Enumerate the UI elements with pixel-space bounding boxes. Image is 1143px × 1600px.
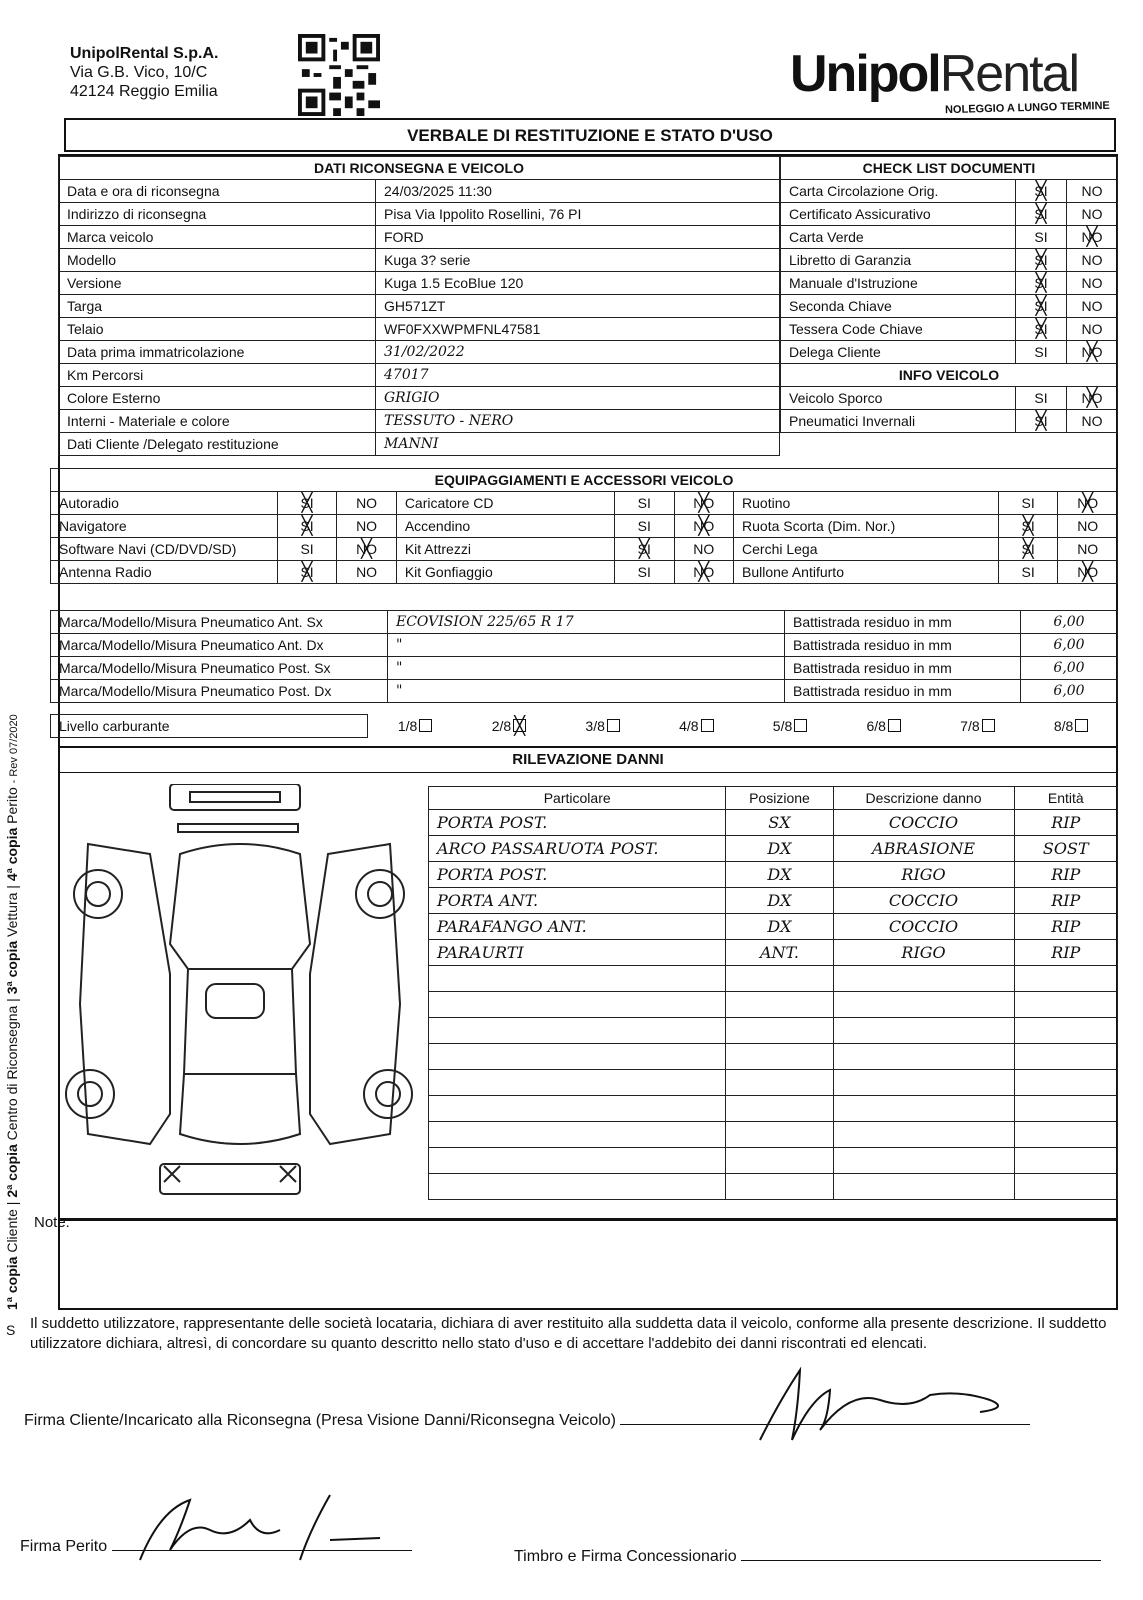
- company-name: UnipolRental S.p.A.: [70, 45, 219, 62]
- tyre-label: Marca/Modello/Misura Pneumatico Ant. Dx: [51, 634, 388, 657]
- unipolrental-logo: [790, 44, 1120, 117]
- logo-brand-left: Unipol: [790, 45, 940, 103]
- checklist-row: [781, 318, 1118, 341]
- damage-row: [429, 966, 1118, 992]
- damage-cell[interactable]: [833, 1148, 1014, 1174]
- fuel-level-8[interactable]: [1024, 715, 1118, 738]
- damage-cell[interactable]: SOST: [1014, 836, 1117, 862]
- dati-value[interactable]: GH571ZT: [376, 295, 780, 318]
- info-row: [781, 387, 1118, 410]
- damage-cell[interactable]: [833, 966, 1014, 992]
- dati-value[interactable]: 47017: [376, 364, 780, 387]
- copy2-target: Centro di Riconsegna |: [4, 998, 20, 1141]
- fuel-checkbox[interactable]: [794, 719, 807, 732]
- damage-cell[interactable]: COCCIO: [833, 914, 1014, 940]
- damage-row: [429, 1122, 1118, 1148]
- equipment-row: [51, 561, 1118, 584]
- info-veicolo-header: INFO VEICOLO: [781, 364, 1118, 387]
- equipment-si-1-2[interactable]: SI ╳: [998, 515, 1058, 538]
- damage-cell[interactable]: [1014, 1096, 1117, 1122]
- damage-cell[interactable]: [833, 1122, 1014, 1148]
- equipment-si-3-1[interactable]: SI: [615, 561, 675, 584]
- checklist-label: Seconda Chiave: [781, 295, 1016, 318]
- equipment-label: Caricatore CD: [396, 492, 614, 515]
- damage-cell[interactable]: PARAFANGO ANT.: [429, 914, 726, 940]
- tyre-row: [51, 611, 1118, 634]
- logo-brand-right: Rental: [939, 45, 1079, 103]
- equipment-header: EQUIPAGGIAMENTI E ACCESSORI VEICOLO: [51, 469, 1118, 492]
- checklist-si-5[interactable]: SI ╳: [1016, 295, 1067, 318]
- tyre-row: [51, 657, 1118, 680]
- dati-value[interactable]: MANNI: [376, 433, 780, 456]
- fuel-level-label: 7/8: [960, 718, 980, 734]
- damage-row: [429, 992, 1118, 1018]
- fuel-checkbox[interactable]: [701, 719, 714, 732]
- equipment-no-0-2[interactable]: NO ╳: [1058, 492, 1118, 515]
- damage-cell[interactable]: [833, 1174, 1014, 1200]
- fuel-level-label: 2/8: [491, 718, 512, 734]
- fuel-table: [50, 714, 1118, 738]
- damage-cell[interactable]: SX: [726, 810, 833, 836]
- dati-value[interactable]: 31/02/2022: [376, 341, 780, 364]
- equipment-no-2-1[interactable]: NO: [674, 538, 734, 561]
- dati-riconsegna-table: [58, 156, 780, 456]
- damage-cell[interactable]: [1014, 966, 1117, 992]
- fuel-level-4[interactable]: [649, 715, 743, 738]
- fuel-label: Livello carburante: [51, 715, 368, 738]
- damage-cell[interactable]: [429, 966, 726, 992]
- equipment-no-0-0[interactable]: NO: [337, 492, 397, 515]
- copy1-label: 1ª copia: [4, 1256, 20, 1310]
- fuel-checkbox[interactable]: [607, 719, 620, 732]
- company-address: [70, 44, 218, 101]
- damage-cell[interactable]: [726, 992, 833, 1018]
- damage-cell[interactable]: [429, 1070, 726, 1096]
- damage-cell[interactable]: [1014, 1044, 1117, 1070]
- dati-label: Dati Cliente /Delegato restituzione: [59, 433, 376, 456]
- damage-cell[interactable]: [429, 1044, 726, 1070]
- equipment-label: Kit Gonfiaggio: [396, 561, 614, 584]
- checklist-no-5[interactable]: NO: [1067, 295, 1118, 318]
- damage-cell[interactable]: [833, 1070, 1014, 1096]
- checklist-row: [781, 295, 1118, 318]
- equipment-no-2-2[interactable]: NO: [1058, 538, 1118, 561]
- tread-label: Battistrada residuo in mm: [785, 657, 1021, 680]
- tyre-row: [51, 680, 1118, 703]
- damage-column-header: Entità: [1014, 787, 1117, 810]
- equipment-no-2-0[interactable]: NO ╳: [337, 538, 397, 561]
- checklist-label: Certificato Assicurativo: [781, 203, 1016, 226]
- equipment-no-1-2[interactable]: NO: [1058, 515, 1118, 538]
- company-address-line2: 42124 Reggio Emilia: [70, 83, 218, 100]
- equipment-label: Ruota Scorta (Dim. Nor.): [734, 515, 999, 538]
- damage-cell[interactable]: ANT.: [726, 940, 833, 966]
- tyre-label: Marca/Modello/Misura Pneumatico Ant. Sx: [51, 611, 388, 634]
- equipment-si-3-0[interactable]: SI ╳: [277, 561, 337, 584]
- logo-tagline: NOLEGGIO A LUNGO TERMINE: [945, 99, 1111, 117]
- perito-signature-label: Firma Perito: [20, 1538, 108, 1555]
- damage-row: [429, 888, 1118, 914]
- equipment-label: Antenna Radio: [51, 561, 278, 584]
- tread-value[interactable]: 6,00: [1021, 657, 1118, 680]
- perito-signature: [130, 1490, 420, 1570]
- fuel-level-label: 5/8: [772, 718, 793, 734]
- dati-label: Indirizzo di riconsegna: [59, 203, 376, 226]
- damage-cell[interactable]: [429, 1174, 726, 1200]
- dati-row: [59, 226, 780, 249]
- dati-row: [59, 318, 780, 341]
- equipment-si-2-2[interactable]: SI ╳: [998, 538, 1058, 561]
- checklist-label: Carta Verde: [781, 226, 1016, 249]
- checklist-si-2[interactable]: SI: [1016, 226, 1067, 249]
- damage-column-header: Posizione: [726, 787, 833, 810]
- dati-row: [59, 433, 780, 456]
- damage-table: [428, 786, 1118, 1200]
- checklist-label: Carta Circolazione Orig.: [781, 180, 1016, 203]
- equipment-label: Autoradio: [51, 492, 278, 515]
- dati-label: Marca veicolo: [59, 226, 376, 249]
- checklist-no-4[interactable]: NO: [1067, 272, 1118, 295]
- damage-cell[interactable]: RIP: [1014, 862, 1117, 888]
- damage-cell[interactable]: [429, 1018, 726, 1044]
- tread-label: Battistrada residuo in mm: [785, 680, 1021, 703]
- tyre-value[interactable]: ": [388, 657, 785, 680]
- copy4-label: 4ª copia: [4, 827, 20, 882]
- equipment-no-3-0[interactable]: NO: [337, 561, 397, 584]
- document-title: VERBALE DI RESTITUZIONE E STATO D'USO: [64, 118, 1116, 152]
- checklist-no-0[interactable]: NO: [1067, 180, 1118, 203]
- fuel-level-3[interactable]: [556, 715, 650, 738]
- checklist-row: [781, 249, 1118, 272]
- checklist-si-3[interactable]: SI ╳: [1016, 249, 1067, 272]
- revision-label: - Rev 07/2020: [8, 714, 20, 784]
- damage-cell[interactable]: PORTA POST.: [429, 810, 726, 836]
- copy2-label: 2ª copia: [4, 1144, 20, 1198]
- info-no-0[interactable]: NO ╳: [1067, 387, 1118, 410]
- dati-row: [59, 341, 780, 364]
- fuel-checkbox[interactable]: [888, 719, 901, 732]
- tyre-value[interactable]: ": [388, 680, 785, 703]
- dati-label: Versione: [59, 272, 376, 295]
- damage-cell[interactable]: RIGO: [833, 862, 1014, 888]
- equipment-label: Ruotino: [734, 492, 999, 515]
- copy3-label: 3ª copia: [4, 940, 20, 995]
- tyre-row: [51, 634, 1118, 657]
- damage-cell[interactable]: [1014, 1070, 1117, 1096]
- fuel-level-2[interactable]: [462, 715, 556, 738]
- checklist-header: CHECK LIST DOCUMENTI: [781, 157, 1118, 180]
- damage-row: [429, 810, 1118, 836]
- dati-value[interactable]: TESSUTO - NERO: [376, 410, 780, 433]
- damage-cell[interactable]: [429, 1148, 726, 1174]
- dati-row: [59, 272, 780, 295]
- equipment-label: Kit Attrezzi: [396, 538, 614, 561]
- checklist-label: Tessera Code Chiave: [781, 318, 1016, 341]
- damage-cell[interactable]: RIP: [1014, 914, 1117, 940]
- damage-row: [429, 836, 1118, 862]
- dati-label: Data prima immatricolazione: [59, 341, 376, 364]
- damage-cell[interactable]: [726, 1096, 833, 1122]
- equipment-table: [50, 468, 1118, 584]
- dati-header: DATI RICONSEGNA E VEICOLO: [59, 157, 780, 180]
- copy-distribution-note: [4, 714, 20, 1310]
- dati-row: [59, 180, 780, 203]
- equipment-si-0-2[interactable]: SI: [998, 492, 1058, 515]
- damage-cell[interactable]: PORTA POST.: [429, 862, 726, 888]
- dati-value[interactable]: Kuga 3? serie: [376, 249, 780, 272]
- dati-label: Km Percorsi: [59, 364, 376, 387]
- checklist-row: [781, 272, 1118, 295]
- equipment-no-3-1[interactable]: NO ╳: [674, 561, 734, 584]
- dati-value[interactable]: WF0FXXWPMFNL47581: [376, 318, 780, 341]
- dati-row: [59, 387, 780, 410]
- notes-box[interactable]: [58, 1220, 1118, 1310]
- dati-row: [59, 295, 780, 318]
- info-si-1[interactable]: SI ╳: [1016, 410, 1067, 433]
- damage-row: [429, 1018, 1118, 1044]
- checklist-label: Delega Cliente: [781, 341, 1016, 364]
- fuel-level-label: 3/8: [585, 718, 605, 734]
- damage-cell[interactable]: RIP: [1014, 888, 1117, 914]
- equipment-no-1-0[interactable]: NO: [337, 515, 397, 538]
- checklist-table: [780, 156, 1118, 433]
- damage-cell[interactable]: [726, 1018, 833, 1044]
- side-letter: S: [6, 1322, 16, 1338]
- damage-cell[interactable]: DX: [726, 888, 833, 914]
- damage-cell[interactable]: [726, 1122, 833, 1148]
- damage-cell[interactable]: [726, 1070, 833, 1096]
- damage-row: [429, 1148, 1118, 1174]
- tread-value[interactable]: 6,00: [1021, 680, 1118, 703]
- damage-cell[interactable]: [1014, 1122, 1117, 1148]
- company-address-line1: Via G.B. Vico, 10/C: [70, 64, 208, 81]
- damage-cell[interactable]: [833, 992, 1014, 1018]
- dati-label: Colore Esterno: [59, 387, 376, 410]
- fuel-checkbox[interactable]: [1075, 719, 1088, 732]
- copy3-target: Vettura |: [4, 885, 20, 937]
- dealer-signature-field[interactable]: [514, 1548, 1101, 1566]
- equipment-si-3-2[interactable]: SI: [998, 561, 1058, 584]
- damage-row: [429, 862, 1118, 888]
- damage-cell[interactable]: PARAURTI: [429, 940, 726, 966]
- fuel-checkbox[interactable]: [982, 719, 995, 732]
- fuel-checkbox[interactable]: [513, 719, 526, 732]
- fuel-level-label: 4/8: [679, 718, 699, 734]
- dati-value[interactable]: 24/03/2025 11:30: [376, 180, 780, 203]
- damage-cell[interactable]: [429, 1122, 726, 1148]
- damage-cell[interactable]: [833, 1096, 1014, 1122]
- fuel-level-7[interactable]: [931, 715, 1025, 738]
- fuel-checkbox[interactable]: [419, 719, 432, 732]
- dati-value[interactable]: Kuga 1.5 EcoBlue 120: [376, 272, 780, 295]
- equipment-si-1-0[interactable]: SI ╳: [277, 515, 337, 538]
- fuel-level-5[interactable]: [743, 715, 837, 738]
- equipment-label: Software Navi (CD/DVD/SD): [51, 538, 278, 561]
- checklist-no-3[interactable]: NO: [1067, 249, 1118, 272]
- dati-value[interactable]: Pisa Via Ippolito Rosellini, 76 PI: [376, 203, 780, 226]
- fuel-level-6[interactable]: [837, 715, 931, 738]
- dati-value[interactable]: FORD: [376, 226, 780, 249]
- tread-value[interactable]: 6,00: [1021, 611, 1118, 634]
- damage-cell[interactable]: COCCIO: [833, 888, 1014, 914]
- tread-value[interactable]: 6,00: [1021, 634, 1118, 657]
- fuel-level-1[interactable]: [368, 715, 463, 738]
- damage-cell[interactable]: [429, 992, 726, 1018]
- damage-cell[interactable]: ARCO PASSARUOTA POST.: [429, 836, 726, 862]
- equipment-no-0-1[interactable]: NO ╳: [674, 492, 734, 515]
- dati-row: [59, 364, 780, 387]
- damage-cell[interactable]: DX: [726, 836, 833, 862]
- fuel-level-label: 6/8: [866, 718, 886, 734]
- checklist-no-6[interactable]: NO: [1067, 318, 1118, 341]
- damage-row: [429, 1044, 1118, 1070]
- equipment-si-0-1[interactable]: SI: [615, 492, 675, 515]
- damage-cell[interactable]: [833, 1044, 1014, 1070]
- checklist-label: Libretto di Garanzia: [781, 249, 1016, 272]
- equipment-label: Navigatore: [51, 515, 278, 538]
- fuel-level-label: 1/8: [397, 718, 418, 734]
- damage-cell[interactable]: [1014, 1018, 1117, 1044]
- tyre-label: Marca/Modello/Misura Pneumatico Post. Dx: [51, 680, 388, 703]
- checklist-label: Manuale d'Istruzione: [781, 272, 1016, 295]
- checklist-no-7[interactable]: NO ╳: [1067, 341, 1118, 364]
- checklist-si-7[interactable]: SI: [1016, 341, 1067, 364]
- checklist-si-4[interactable]: SI ╳: [1016, 272, 1067, 295]
- damage-column-header: Particolare: [429, 787, 726, 810]
- tyre-value[interactable]: ECOVISION 225/65 R 17: [388, 611, 785, 634]
- damage-cell[interactable]: [833, 1018, 1014, 1044]
- equipment-label: Bullone Antifurto: [734, 561, 999, 584]
- checklist-row: [781, 226, 1118, 249]
- info-si-0[interactable]: SI: [1016, 387, 1067, 410]
- damage-row: [429, 940, 1118, 966]
- fuel-level-label: 8/8: [1053, 718, 1074, 734]
- checklist-row: [781, 203, 1118, 226]
- tyres-table: [50, 610, 1118, 703]
- equipment-no-3-2[interactable]: NO ╳: [1058, 561, 1118, 584]
- damage-cell[interactable]: [429, 1096, 726, 1122]
- damage-cell[interactable]: [726, 1174, 833, 1200]
- equipment-si-2-1[interactable]: SI ╳: [615, 538, 675, 561]
- damage-row: [429, 1096, 1118, 1122]
- equipment-row: [51, 515, 1118, 538]
- equipment-si-2-0[interactable]: SI: [277, 538, 337, 561]
- dati-label: Interni - Materiale e colore: [59, 410, 376, 433]
- client-signature-label: Firma Cliente/Incaricato alla Riconsegna (Presa Visione Danni/Riconsegna Veicolo): [24, 1412, 617, 1429]
- dati-label: Targa: [59, 295, 376, 318]
- damage-cell[interactable]: [726, 1044, 833, 1070]
- declaration-text: Il suddetto utilizzatore, rappresentante delle società locataria, dichiara di aver restituito alla suddetta data il veicolo, conforme alla presente descrizione. Il suddetto utilizzatore dichiara, altresì, di concordare su quanto descritto nello stato d'uso e di accettare l'addebito dei danni riscontrati ed elencati.: [30, 1315, 1107, 1352]
- damage-cell[interactable]: RIP: [1014, 810, 1117, 836]
- damage-cell[interactable]: [726, 1148, 833, 1174]
- tyre-value[interactable]: ": [388, 634, 785, 657]
- damage-cell[interactable]: ABRASIONE: [833, 836, 1014, 862]
- dati-label: Modello: [59, 249, 376, 272]
- checklist-si-6[interactable]: SI ╳: [1016, 318, 1067, 341]
- equipment-row: [51, 492, 1118, 515]
- dati-row: [59, 410, 780, 433]
- info-no-1[interactable]: NO: [1067, 410, 1118, 433]
- damage-row: [429, 1174, 1118, 1200]
- damage-cell[interactable]: [726, 966, 833, 992]
- damage-cell[interactable]: DX: [726, 914, 833, 940]
- dati-row: [59, 203, 780, 226]
- copy1-target: Cliente |: [4, 1201, 20, 1253]
- damage-cell[interactable]: RIP: [1014, 940, 1117, 966]
- car-damage-diagram: [60, 784, 420, 1204]
- tread-label: Battistrada residuo in mm: [785, 611, 1021, 634]
- damage-cell[interactable]: [1014, 1174, 1117, 1200]
- checklist-row: [781, 341, 1118, 364]
- equipment-label: Accendino: [396, 515, 614, 538]
- equipment-si-1-1[interactable]: SI: [615, 515, 675, 538]
- checklist-si-1[interactable]: SI ╳: [1016, 203, 1067, 226]
- checklist-no-1[interactable]: NO: [1067, 203, 1118, 226]
- tyre-label: Marca/Modello/Misura Pneumatico Post. Sx: [51, 657, 388, 680]
- info-row: [781, 410, 1118, 433]
- checklist-si-0[interactable]: SI ╳: [1016, 180, 1067, 203]
- damage-column-header: Descrizione danno: [833, 787, 1014, 810]
- damage-cell[interactable]: PORTA ANT.: [429, 888, 726, 914]
- damage-header: RILEVAZIONE DANNI: [58, 746, 1118, 773]
- equipment-label: Cerchi Lega: [734, 538, 999, 561]
- damage-row: [429, 914, 1118, 940]
- checklist-row: [781, 180, 1118, 203]
- dealer-signature-label: Timbro e Firma Concessionario: [514, 1548, 737, 1565]
- equipment-si-0-0[interactable]: SI ╳: [277, 492, 337, 515]
- dati-label: Data e ora di riconsegna: [59, 180, 376, 203]
- dati-label: Telaio: [59, 318, 376, 341]
- copy4-target: Perito: [4, 787, 20, 824]
- damage-cell[interactable]: [1014, 1148, 1117, 1174]
- damage-cell[interactable]: [1014, 992, 1117, 1018]
- damage-cell[interactable]: COCCIO: [833, 810, 1014, 836]
- client-signature: [740, 1360, 1040, 1450]
- checklist-no-2[interactable]: NO ╳: [1067, 226, 1118, 249]
- notes-label: Note:: [34, 1214, 70, 1231]
- damage-cell[interactable]: DX: [726, 862, 833, 888]
- tread-label: Battistrada residuo in mm: [785, 634, 1021, 657]
- damage-row: [429, 1070, 1118, 1096]
- equipment-row: [51, 538, 1118, 561]
- qr-code: [298, 34, 380, 116]
- info-label: Veicolo Sporco: [781, 387, 1016, 410]
- dati-value[interactable]: GRIGIO: [376, 387, 780, 410]
- info-label: Pneumatici Invernali: [781, 410, 1016, 433]
- dati-row: [59, 249, 780, 272]
- equipment-no-1-1[interactable]: NO ╳: [674, 515, 734, 538]
- damage-cell[interactable]: RIGO: [833, 940, 1014, 966]
